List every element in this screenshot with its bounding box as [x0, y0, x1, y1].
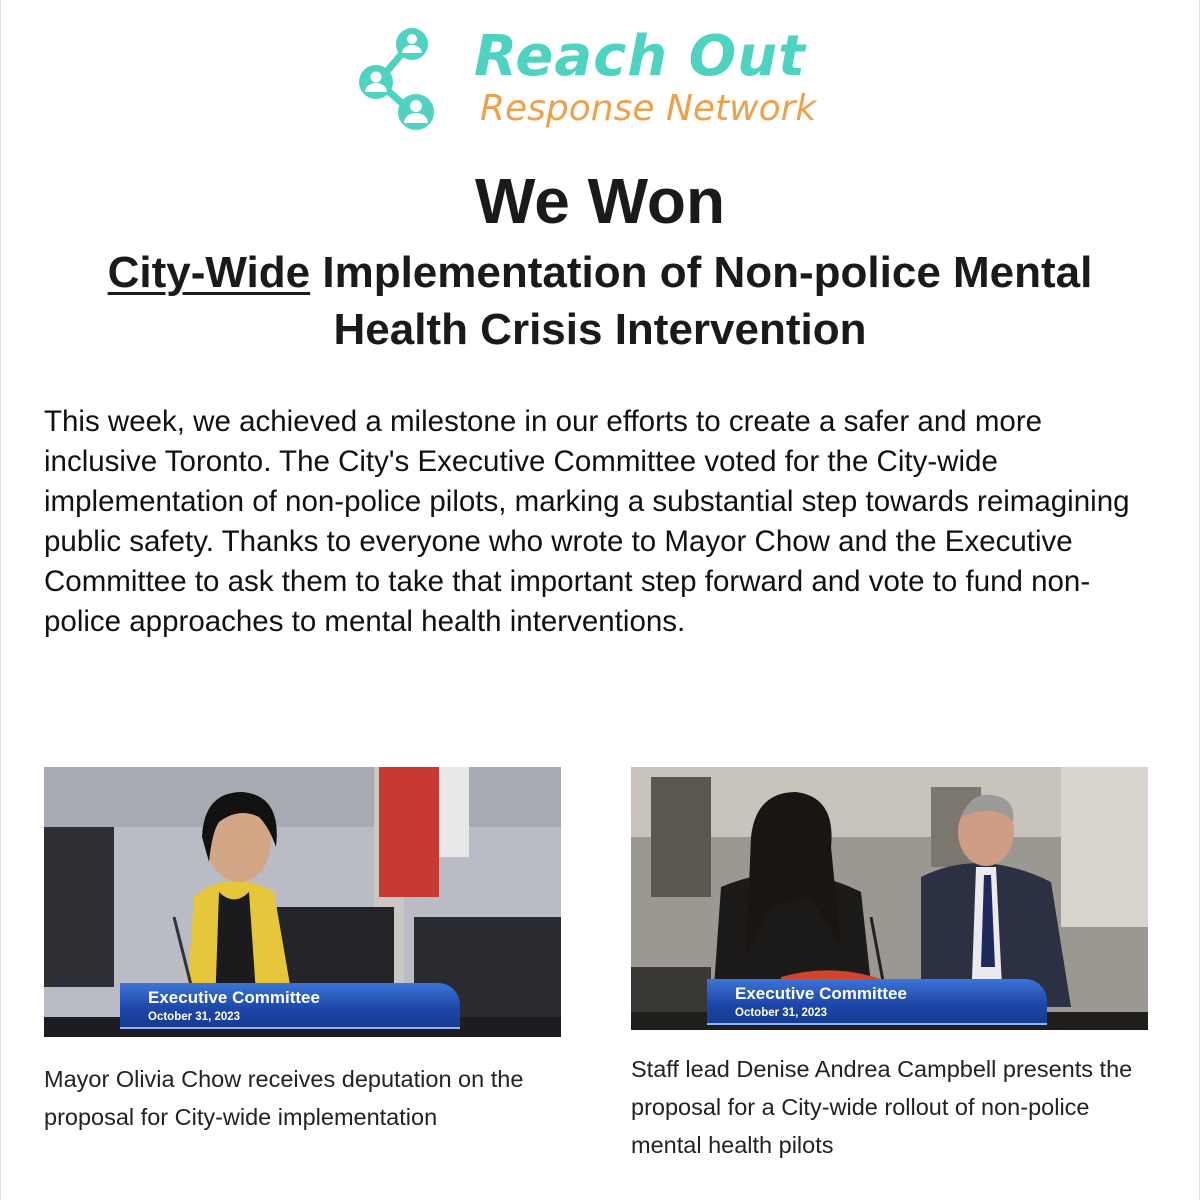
network-people-icon: [356, 26, 464, 134]
logo: [356, 22, 846, 134]
headline-sub: [60, 244, 1140, 358]
overlay-date: October 31, 2023: [148, 1011, 241, 1023]
headline-sub-rest: Implementation of Non-police Mental Health Crisis Intervention: [310, 248, 1093, 355]
logo-subtitle: Response Network: [480, 88, 817, 129]
photo-mayor-chow: [44, 767, 561, 1037]
photo-caption-1: Mayor Olivia Chow receives deputation on the proposal for City-wide implementation: [44, 1066, 524, 1130]
photo-caption-2: Staff lead Denise Andrea Campbell presents the proposal for a City-wide rollout of non-police mental health pilots: [631, 1056, 1133, 1158]
logo-title: Reach Out: [474, 24, 806, 89]
headline-main: We Won: [474, 165, 726, 237]
photo-denise-campbell: [631, 767, 1148, 1030]
video-lower-third: [120, 983, 460, 1029]
body-paragraph: This week, we achieved a milestone in our efforts to create a safer and more inclusive Toronto. The City's Executive Committee voted for the City-wide implementation of non-police pilots, marking a substantial step towards reimagining public safety. Thanks to everyone who wrote to Mayor Chow and the Executive Committee to ask them to take that important step forward and vote to fund non-police approaches to mental health interventions.: [44, 405, 1130, 638]
video-lower-third: [707, 979, 1047, 1025]
overlay-date: October 31, 2023: [735, 1007, 828, 1019]
overlay-title: Executive Committee: [148, 988, 320, 1007]
headline-underlined: City-Wide: [107, 248, 311, 297]
overlay-title: Executive Committee: [735, 984, 907, 1003]
